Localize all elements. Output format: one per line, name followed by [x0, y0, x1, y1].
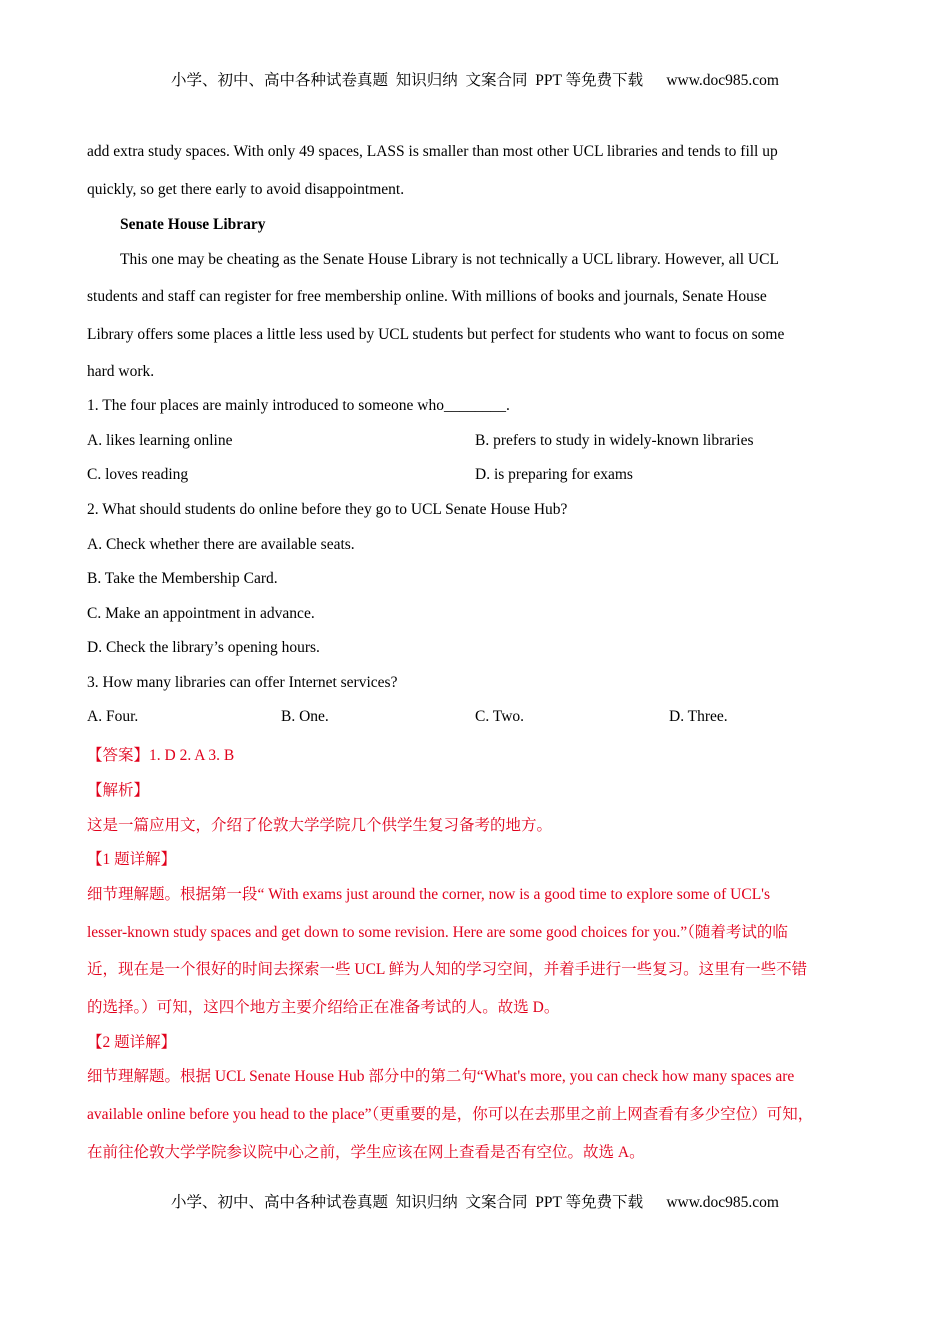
- page-header: 小学、初中、高中各种试卷真题 知识归纳 文案合同 PPT 等免费下载 www.doc985.com: [171, 72, 779, 89]
- passage-line: This one may be cheating as the Senate House Library is not technically a UCL library. However, all UCL: [120, 251, 779, 268]
- answer-key: 【答案】1. D 2. A 3. B: [87, 747, 235, 764]
- passage-line: hard work.: [87, 363, 155, 380]
- q1-option-a: A. likes learning online: [87, 432, 233, 449]
- section-title: Senate House Library: [120, 216, 266, 233]
- analysis-summary: 这是一篇应用文，介绍了伦敦大学学院几个供学生复习备考的地方。: [87, 817, 553, 834]
- q1-option-d: D. is preparing for exams: [475, 466, 633, 483]
- question-2-stem: 2. What should students do online before they go to UCL Senate House Hub?: [87, 501, 568, 518]
- passage-line: Library offers some places a little less used by UCL students but perfect for students who want to focus on some: [87, 326, 785, 343]
- detail-1-line: 近，现在是一个很好的时间去探索一些 UCL 鲜为人知的学习空间，并着手进行一些复习。这里有一些不错: [87, 961, 808, 978]
- q1-option-b: B. prefers to study in widely-known libraries: [475, 432, 754, 449]
- detail-1-label: 【1 题详解】: [87, 851, 177, 868]
- passage-line: quickly, so get there early to avoid disappointment.: [87, 181, 405, 198]
- detail-2-line: 在前往伦敦大学学院参议院中心之前，学生应该在网上查看是否有空位。故选 A。: [87, 1144, 645, 1161]
- q2-option-b: B. Take the Membership Card.: [87, 570, 278, 587]
- detail-1-line: 细节理解题。根据第一段“ With exams just around the corner, now is a good time to explore some of UCL's: [87, 886, 771, 903]
- detail-1-line: lesser-known study spaces and get down to some revision. Here are some good choices for you.”（随着考试的临: [87, 924, 788, 941]
- q3-option-b: B. One.: [281, 708, 329, 725]
- q3-option-a: A. Four.: [87, 708, 139, 725]
- analysis-label: 【解析】: [87, 782, 150, 799]
- passage-line: add extra study spaces. With only 49 spaces, LASS is smaller than most other UCL libraries and tends to fill up: [87, 143, 778, 160]
- detail-2-line: available online before you head to the place”（更重要的是，你可以在去那里之前上网查看有多少空位）可知，: [87, 1106, 814, 1123]
- question-3-stem: 3. How many libraries can offer Internet services?: [87, 674, 398, 691]
- q1-option-c: C. loves reading: [87, 466, 189, 483]
- page-footer: 小学、初中、高中各种试卷真题 知识归纳 文案合同 PPT 等免费下载 www.doc985.com: [171, 1194, 779, 1211]
- detail-2-line: 细节理解题。根据 UCL Senate House Hub 部分中的第二句“What's more, you can check how many spaces are: [87, 1068, 795, 1085]
- q2-option-c: C. Make an appointment in advance.: [87, 605, 315, 622]
- q2-option-a: A. Check whether there are available seats.: [87, 536, 355, 553]
- passage-line: students and staff can register for free membership online. With millions of books and journals, Senate House: [87, 288, 767, 305]
- detail-2-label: 【2 题详解】: [87, 1034, 177, 1051]
- q2-option-d: D. Check the library’s opening hours.: [87, 639, 320, 656]
- detail-1-line: 的选择。）可知，这四个地方主要介绍给正在准备考试的人。故选 D。: [87, 999, 560, 1016]
- q3-option-c: C. Two.: [475, 708, 525, 725]
- question-1-stem: 1. The four places are mainly introduced to someone who________.: [87, 397, 510, 414]
- q3-option-d: D. Three.: [669, 708, 728, 725]
